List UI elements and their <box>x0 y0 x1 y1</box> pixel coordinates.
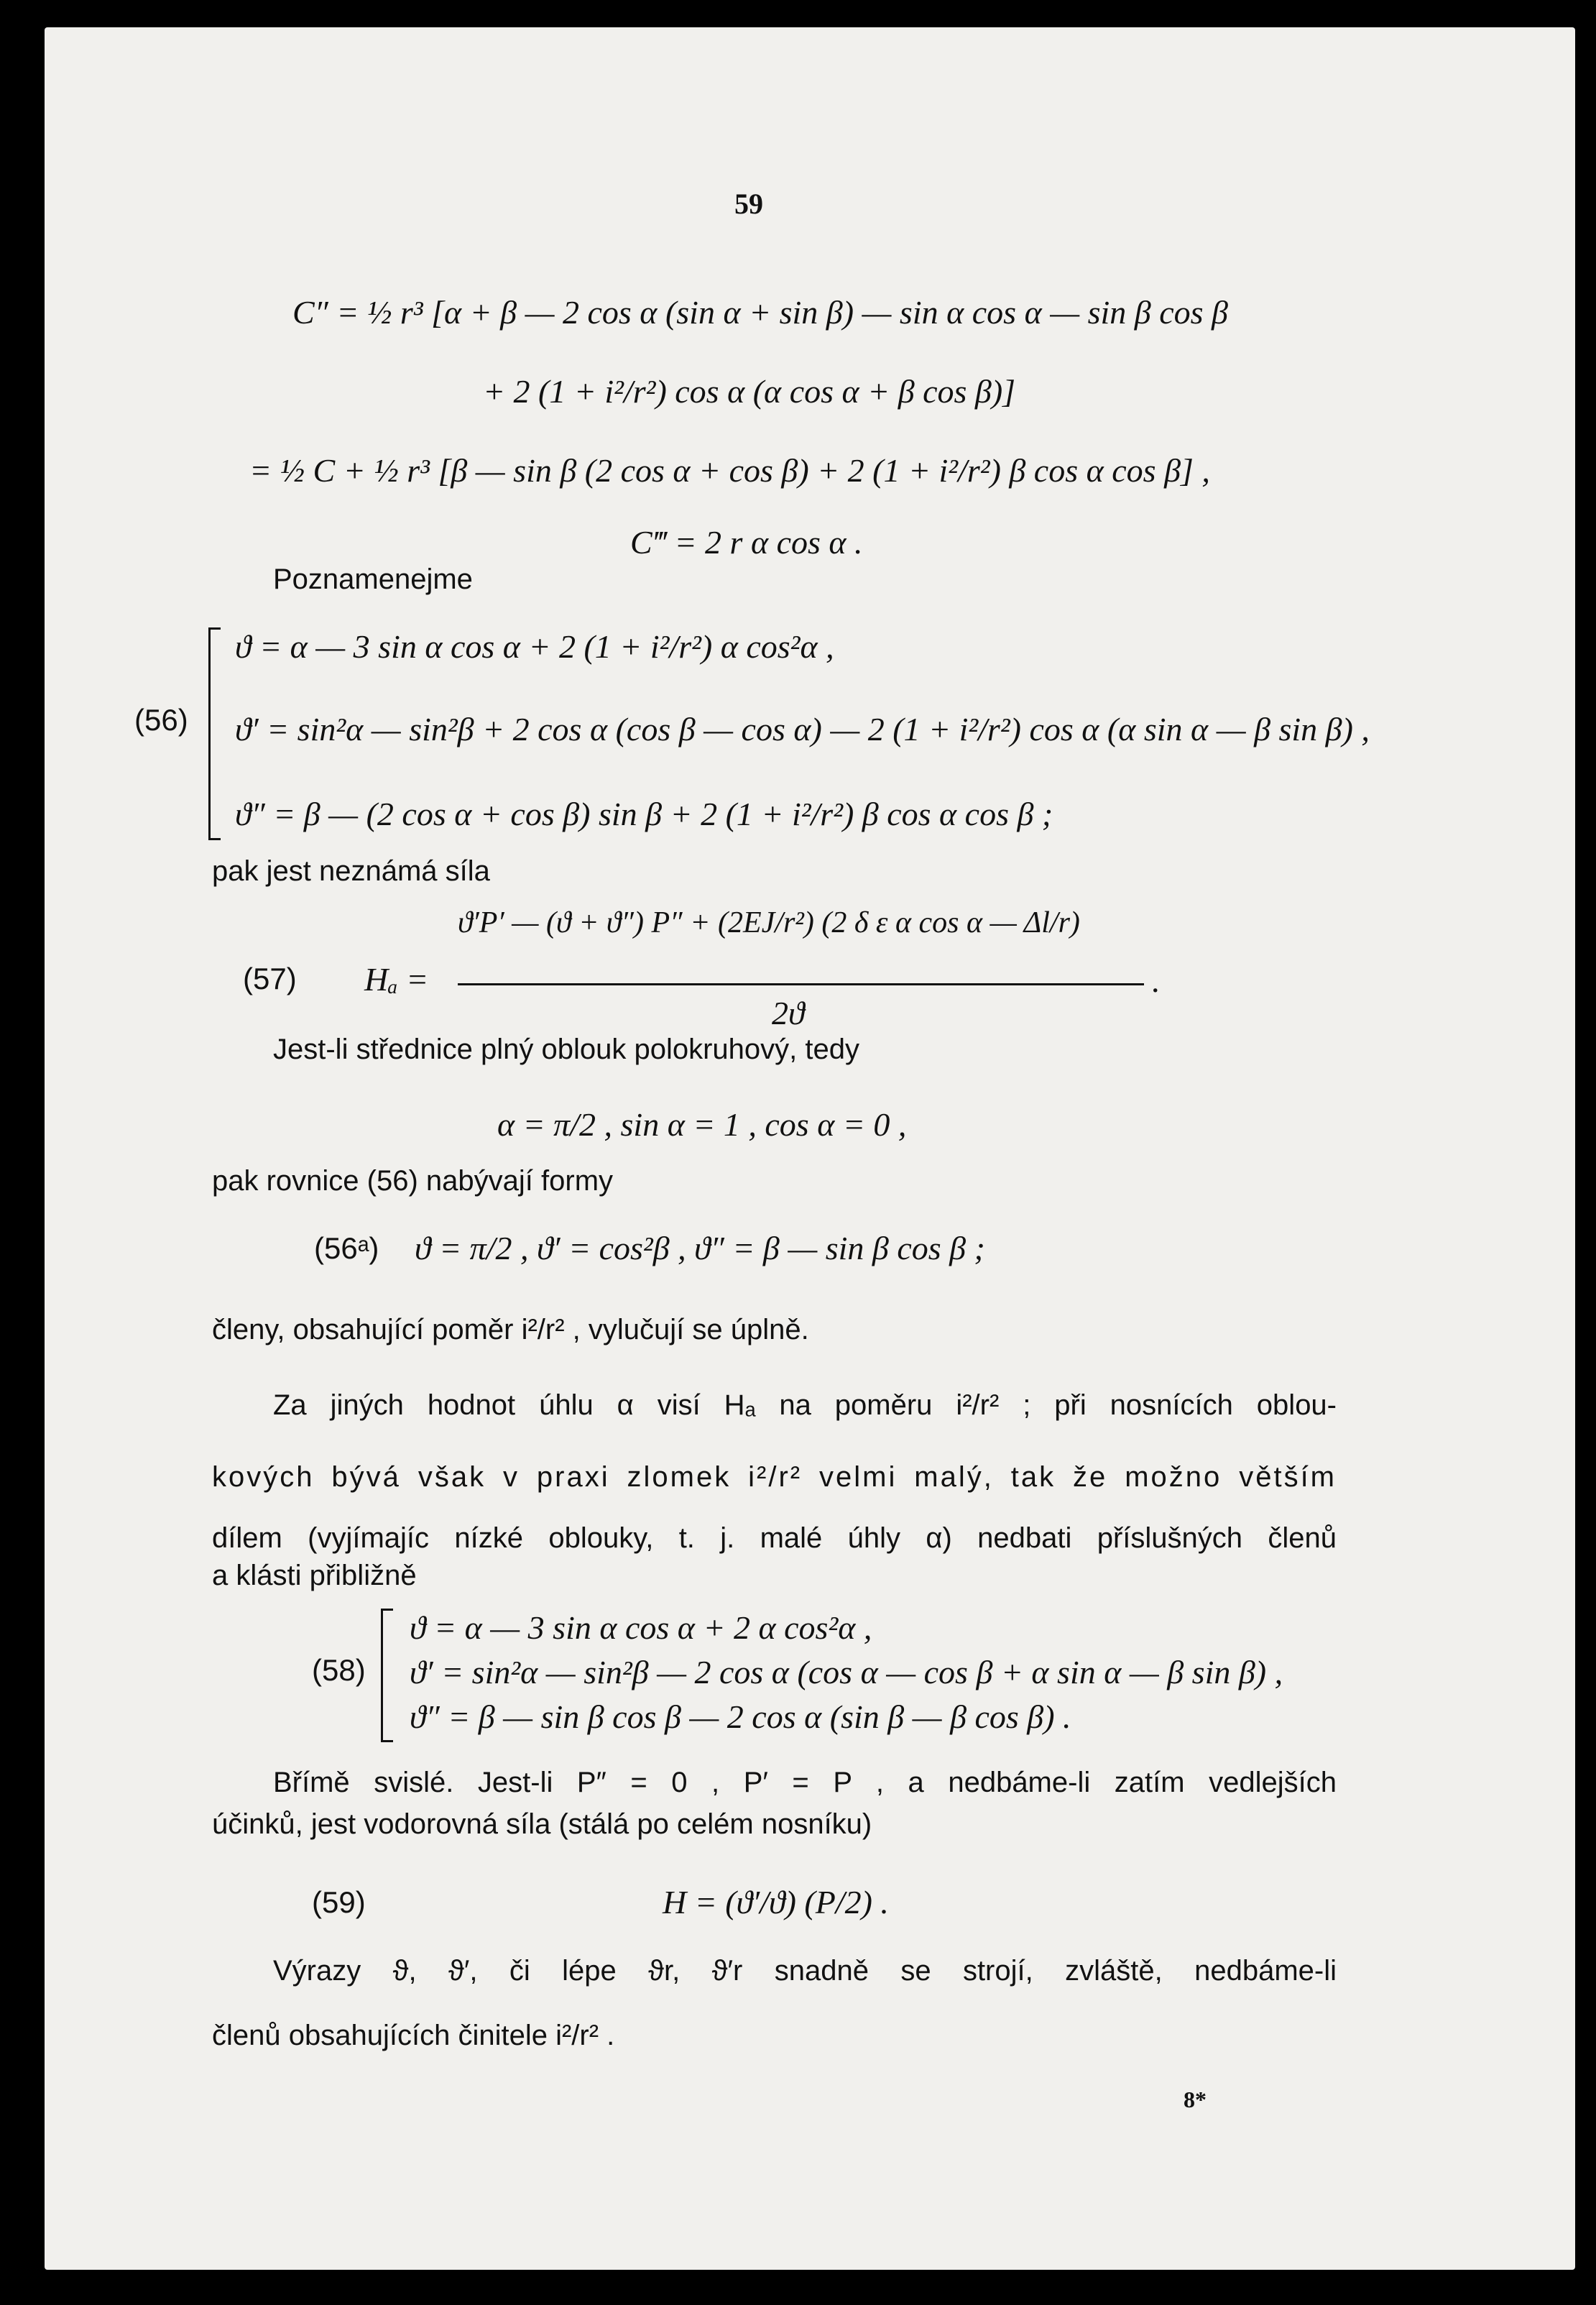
text-kovych: kových bývá však v praxi zlomek i²/r² velmi malý, tak že možno větším <box>212 1461 1337 1493</box>
text-vyrazy: Výrazy ϑ, ϑ′, či lépe ϑr, ϑ′r snadně se strojí, zvláště, nedbáme-li <box>273 1955 1337 1987</box>
footer-mark: 8* <box>1184 2087 1207 2112</box>
equation-57-end: . <box>1151 962 1160 999</box>
equation-57-numerator: ϑ′P′ — (ϑ + ϑ″) P″ + (2EJ/r²) (2 δ ε α cos α — Δl/r) <box>458 906 1080 939</box>
fraction-bar-57 <box>458 983 1144 985</box>
text-brime: Břímě svislé. Jest-li P″ = 0 , P′ = P , a nedbáme-li zatím vedlejších <box>273 1767 1337 1798</box>
equation-56a: ϑ = π/2 , ϑ′ = cos²β , ϑ″ = β — sin β cos β ; <box>415 1230 985 1266</box>
text-ucinku: účinků, jest vodorovná síla (stálá po celém nosníku) <box>212 1808 872 1840</box>
equation-c2-line3: = ½ C + ½ r³ [β — sin β (2 cos α + cos β) + 2 (1 + i²/r²) β cos α cos β] , <box>249 452 1210 489</box>
equation-57-label: (57) <box>243 962 297 995</box>
equation-c3: C‴ = 2 r α cos α . <box>630 524 863 561</box>
equation-c2-line2: + 2 (1 + i²/r²) cos α (α cos α + β cos β)] <box>483 373 1016 410</box>
page-number: 59 <box>734 188 763 220</box>
equation-56-theta-prime: ϑ′ = sin²α — sin²β + 2 cos α (cos β — cos α) — 2 (1 + i²/r²) cos α (α sin α — β sin β) , <box>235 711 1370 747</box>
equation-58-theta-double-prime: ϑ″ = β — sin β cos β — 2 cos α (sin β — β cos β) . <box>410 1698 1071 1735</box>
equation-57-denominator: 2ϑ <box>772 995 805 1031</box>
brace-58 <box>381 1609 393 1742</box>
equation-56-theta-double-prime: ϑ″ = β — (2 cos α + cos β) sin β + 2 (1 + i²/r²) β cos α cos β ; <box>235 796 1053 832</box>
equation-59: H = (ϑ′/ϑ) (P/2) . <box>663 1884 889 1920</box>
equation-56a-label: (56ᵃ) <box>314 1231 379 1265</box>
text-pak-rovnice: pak rovnice (56) nabývají formy <box>212 1165 614 1197</box>
equation-58-label: (58) <box>312 1653 366 1687</box>
text-cleny: členy, obsahující poměr i²/r² , vylučují se úplně. <box>212 1314 809 1345</box>
text-clenu: členů obsahujících činitele i²/r² . <box>212 2020 615 2051</box>
text-dilem: dílem (vyjímajíc nízké oblouky, t. j. malé úhly α) nedbati příslušných členů <box>212 1522 1337 1554</box>
equation-57-lhs: Hₐ = <box>364 961 429 998</box>
scanned-page <box>45 27 1575 2270</box>
text-za-jinych: Za jiných hodnot úhlu α visí Hₐ na poměru i²/r² ; při nosnících oblou- <box>273 1389 1337 1421</box>
equation-condition: α = π/2 , sin α = 1 , cos α = 0 , <box>497 1106 907 1143</box>
text-pak-sila: pak jest neznámá síla <box>212 855 490 887</box>
text-klasti: a klásti přibližně <box>212 1560 417 1591</box>
equation-56-label: (56) <box>134 703 188 737</box>
equation-c2-line1: C″ = ½ r³ [α + β — 2 cos α (sin α + sin β) — sin α cos α — sin β cos β <box>292 294 1228 331</box>
text-poznamenejme: Poznamenejme <box>273 563 473 595</box>
equation-58-theta: ϑ = α — 3 sin α cos α + 2 α cos²α , <box>410 1609 872 1646</box>
equation-59-label: (59) <box>312 1885 366 1919</box>
brace-56 <box>208 627 221 840</box>
text-jestli: Jest-li střednice plný oblouk polokruhový, tedy <box>273 1034 859 1065</box>
equation-58-theta-prime: ϑ′ = sin²α — sin²β — 2 cos α (cos α — cos β + α sin α — β sin β) , <box>410 1654 1283 1690</box>
equation-56-theta: ϑ = α — 3 sin α cos α + 2 (1 + i²/r²) α cos²α , <box>235 628 834 665</box>
